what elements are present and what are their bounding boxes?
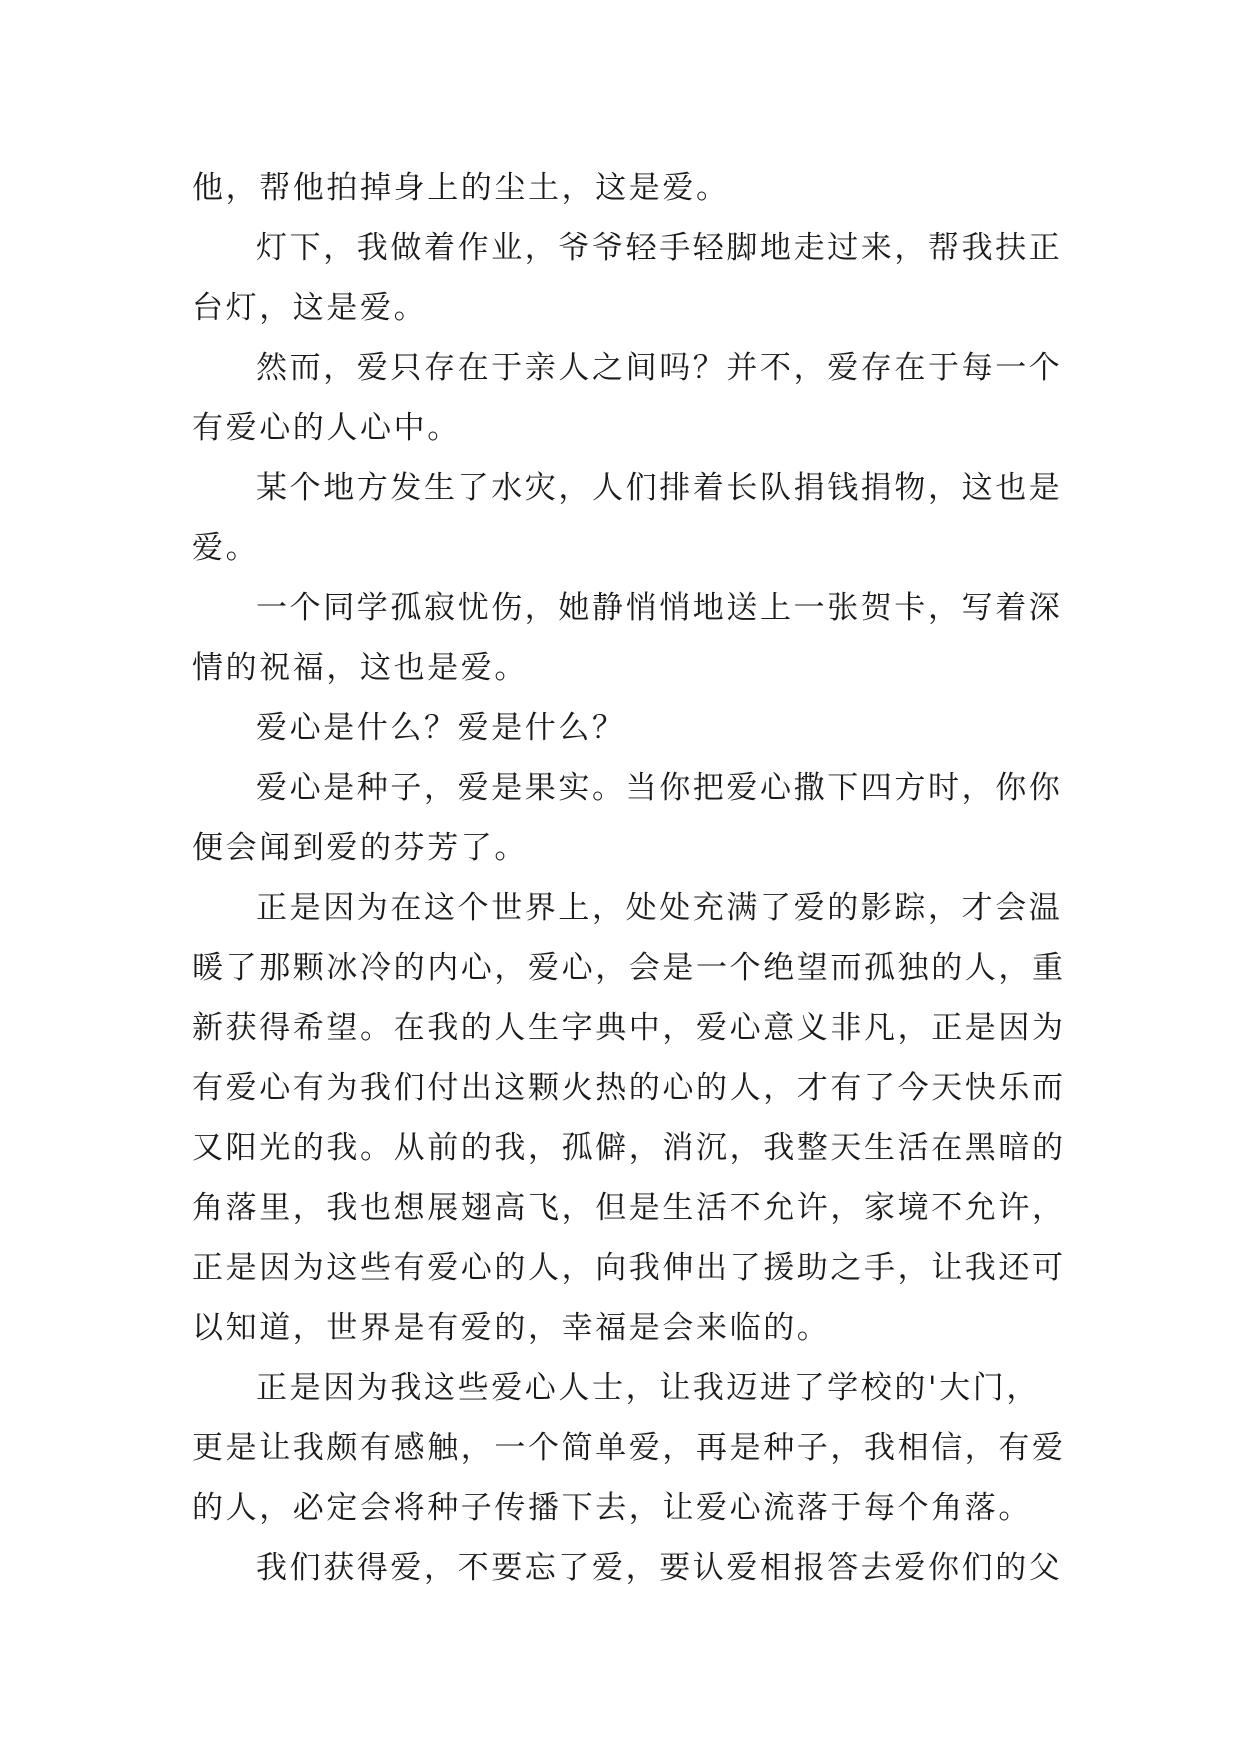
- text-line: 某个地方发生了水灾，人们排着长队捐钱捐物，这也是: [256, 470, 1063, 506]
- text-line: 一个同学孤寂忧伤，她静悄悄地送上一张贺卡，写着深: [256, 590, 1063, 626]
- text-line: 正是因为在这个世界上，处处充满了爱的影踪，才会温: [256, 890, 1063, 926]
- text-line: 又阳光的我。从前的我，孤僻，消沉，我整天生活在黑暗的: [192, 1130, 1066, 1166]
- text-line: 爱心是种子，爱是果实。当你把爱心撒下四方时，你你: [256, 770, 1063, 806]
- text-line: 以知道，世界是有爱的，幸福是会来临的。: [192, 1310, 831, 1346]
- text-line: 有爱心有为我们付出这颗火热的心的人，才有了今天快乐而: [192, 1070, 1066, 1106]
- text-line: 爱。: [192, 530, 260, 566]
- text-line: 情的祝福，这也是爱。: [192, 650, 528, 686]
- text-line: 的人，必定会将种子传播下去，让爱心流落于每个角落。: [192, 1490, 1032, 1526]
- text-line: 暖了那颗冰冷的内心，爱心，会是一个绝望而孤独的人，重: [192, 950, 1066, 986]
- text-line: 灯下，我做着作业，爷爷轻手轻脚地走过来，帮我扶正: [256, 230, 1063, 266]
- text-line: 有爱心的人心中。: [192, 410, 461, 446]
- text-line: 角落里，我也想展翅高飞，但是生活不允许，家境不允许，: [192, 1190, 1066, 1226]
- text-line: 台灯，这是爱。: [192, 290, 428, 326]
- document-body: [192, 158, 1066, 1598]
- text-line: 正是因为这些有爱心的人，向我伸出了援助之手，让我还可: [192, 1250, 1066, 1286]
- text-line: 然而，爱只存在于亲人之间吗？并不，爱存在于每一个: [256, 350, 1063, 386]
- text-line: 正是因为我这些爱心人士，让我迈进了学校的'大门，: [256, 1370, 1040, 1406]
- text-line: 新获得希望。在我的人生字典中，爱心意义非凡，正是因为: [192, 1010, 1066, 1046]
- text-line: 我们获得爱，不要忘了爱，要认爱相报答去爱你们的父: [256, 1550, 1063, 1586]
- text-line: 爱心是什么？爱是什么？: [256, 710, 626, 746]
- text-line: 便会闻到爱的芬芳了。: [192, 830, 528, 866]
- text-line: 更是让我颇有感触，一个简单爱，再是种子，我相信，有爱: [192, 1430, 1066, 1466]
- text-line: 他，帮他拍掉身上的尘土，这是爱。: [192, 170, 730, 206]
